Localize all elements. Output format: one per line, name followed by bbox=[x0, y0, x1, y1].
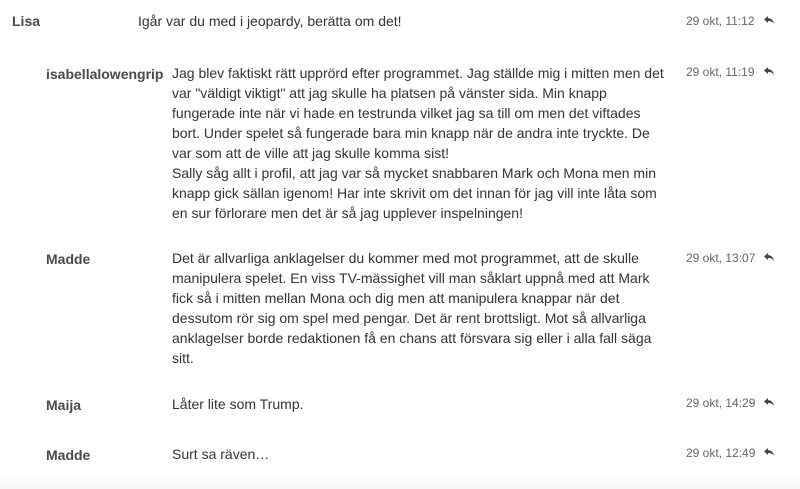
comment-text: Det är allvarliga anklagelser du kommer med mot programmet, att de skulle manipulera spelet. En viss TV-mässighet vill man såklart uppnå med att Mark fick så i mitten mellan Mona och dig men att manipulera knappar när det dessutom rör sig om spel med pengar. Det är rent brottsligt. Mot så allvarliga anklagelser borde redaktionen få en chans att försvara sig eller i alla fall säga sitt. bbox=[172, 250, 652, 366]
reply-icon[interactable] bbox=[763, 251, 775, 263]
comment-body bbox=[172, 248, 668, 368]
comment-body bbox=[172, 444, 668, 464]
comment-timestamp: 29 okt, 11:12 bbox=[686, 14, 755, 28]
comment-body bbox=[172, 394, 668, 414]
comment-author[interactable]: Madde bbox=[46, 251, 91, 267]
comment-author[interactable]: Lisa bbox=[12, 13, 41, 29]
comment-body bbox=[138, 11, 638, 31]
reply-icon[interactable] bbox=[763, 14, 775, 26]
comment-timestamp: 29 okt, 14:29 bbox=[686, 396, 756, 410]
reply-icon[interactable] bbox=[763, 65, 775, 77]
comment-text: Jag blev faktiskt rätt upprörd efter programmet. Jag ställde mig i mitten men det var "väldigt viktigt" att jag skulle ha platsen på vänster sida. Min knapp fungerade inte när vi hade en testrunda vilket jag sa till om men det viftades bort. Under spelet så fungerade bara min knapp när de andra inte tryckte. De var som att de ville att jag skulle komma sist! bbox=[172, 65, 664, 161]
comment-timestamp: 29 okt, 13:07 bbox=[686, 251, 756, 265]
bottom-fade bbox=[0, 473, 800, 489]
comment-author[interactable]: Madde bbox=[46, 447, 91, 463]
comment-timestamp: 29 okt, 12:49 bbox=[686, 446, 756, 460]
reply-icon[interactable] bbox=[763, 446, 775, 458]
comment-text: Igår var du med i jeopardy, berätta om det! bbox=[138, 13, 402, 29]
comment-timestamp: 29 okt, 11:19 bbox=[686, 65, 755, 79]
comment-text: Låter lite som Trump. bbox=[172, 396, 304, 412]
comment-text: Surt sa räven… bbox=[172, 446, 270, 462]
comment-text: Sally såg allt i profil, att jag var så mycket snabbaren Mark och Mona men min knapp gick sällan igenom! Har inte skrivit om det innan för jag vill inte låta som en sur förlorare men det är så jag upplever inspelningen! bbox=[172, 165, 657, 221]
comment-author[interactable]: Maija bbox=[46, 397, 82, 413]
comment-author[interactable]: isabellalowengrip bbox=[46, 66, 164, 82]
comment-body bbox=[172, 63, 670, 223]
reply-icon[interactable] bbox=[763, 396, 775, 408]
